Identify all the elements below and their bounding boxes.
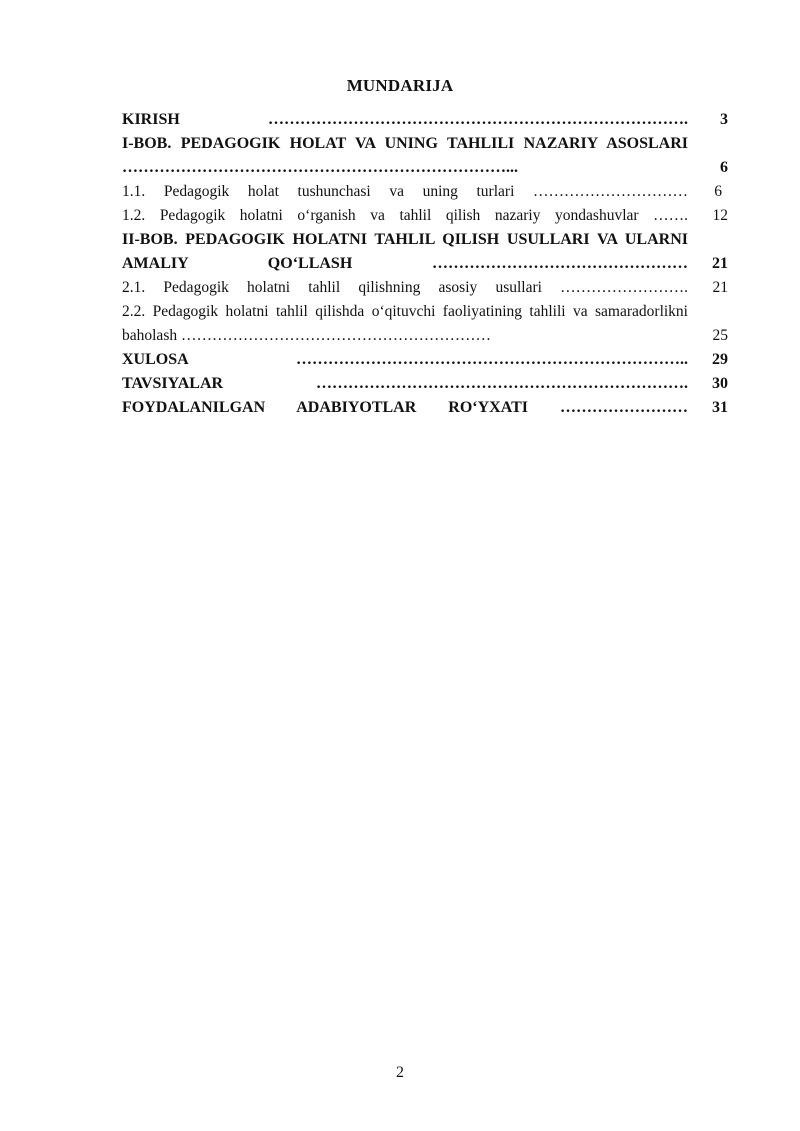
toc-entry-page: 6: [720, 159, 728, 176]
toc-entry-text: 2.2. Pedagogik holatni tahlil qilishda o‘qituvchi faoliyatining tahlili va samaradorlikni baholash ……………………………………………………: [122, 303, 688, 344]
toc-entry-page: 29: [712, 351, 728, 368]
toc-entry-text: 2.1. Pedagogik holatni tahlil qilishning asosiy usullari …………………….: [122, 279, 688, 296]
toc-entry-text: TAVSIYALAR …………………………………………………………….: [122, 375, 688, 392]
page-title: MUNDARIJA: [346, 76, 454, 95]
toc-entry-tavsiyalar[interactable]: [122, 372, 728, 396]
toc-entry-text: XULOSA ………………………………………………………………..: [122, 351, 688, 368]
toc-entry-page: 12: [712, 207, 728, 224]
toc-entry-text: FOYDALANILGAN ADABIYOTLAR RO‘YXATI ……………………: [122, 399, 688, 416]
toc-entry-xulosa[interactable]: [122, 348, 728, 372]
toc-entry-section-2-2[interactable]: [122, 300, 728, 348]
toc-entry-kirish[interactable]: [122, 108, 728, 132]
table-of-contents: [122, 108, 728, 420]
toc-entry-page: 3: [720, 111, 728, 128]
toc-entry-text: II-BOB. PEDAGOGIK HOLATNI TAHLIL QILISH USULLARI VA ULARNI AMALIY QO‘LLASH …………………………………………: [122, 231, 688, 272]
toc-entry-page: 21: [712, 255, 728, 272]
toc-entry-page: 6: [714, 183, 722, 200]
toc-entry-text: I-BOB. PEDAGOGIK HOLAT VA UNING TAHLILI NAZARIY ASOSLARI ………………………………………………………………...: [122, 135, 688, 176]
toc-entry-page: 25: [712, 327, 728, 344]
toc-entry-section-1-2[interactable]: [122, 204, 728, 228]
toc-entry-chapter-2[interactable]: [122, 228, 728, 276]
toc-entry-page: 31: [712, 399, 728, 416]
toc-entry-text: 1.2. Pedagogik holatni o‘rganish va tahlil qilish nazariy yondashuvlar …….: [122, 207, 688, 224]
toc-entry-chapter-1[interactable]: [122, 132, 728, 180]
toc-entry-section-2-1[interactable]: [122, 276, 728, 300]
toc-entry-section-1-1[interactable]: [122, 180, 728, 204]
toc-entry-page: 21: [712, 279, 728, 296]
toc-entry-text: KIRISH …………………………………………………………………….: [122, 111, 688, 128]
toc-entry-page: 30: [712, 375, 728, 392]
toc-entry-text: 1.1. Pedagogik holat tushunchasi va uning turlari …………………………: [122, 183, 688, 200]
page-number: 2: [396, 1064, 404, 1081]
toc-entry-adabiyotlar[interactable]: [122, 396, 728, 420]
